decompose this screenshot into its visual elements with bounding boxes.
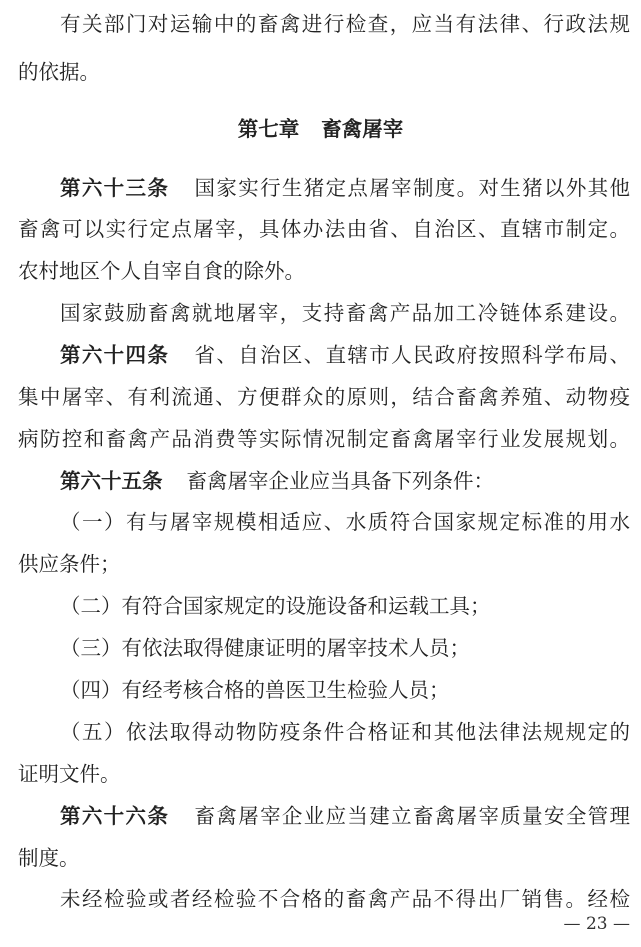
- article-64-line-2: 集中屠宰、有利流通、方便群众的原则，结合畜禽养殖、动物疫: [18, 385, 630, 409]
- article-65-item-5-line-1: （五）依法取得动物防疫条件合格证和其他法律法规规定的: [60, 720, 630, 744]
- chapter-title: 畜禽屠宰: [321, 117, 404, 141]
- article-63-line-3: 农村地区个人自宰自食的除外。: [18, 259, 305, 283]
- article-64-line-3: 病防控和畜禽产品消费等实际情况制定畜禽屠宰行业发展规划。: [18, 427, 630, 451]
- article-63-paragraph-2: 国家鼓励畜禽就地屠宰，支持畜禽产品加工冷链体系建设。: [60, 301, 630, 325]
- article-65-item-5-line-2: 证明文件。: [18, 762, 121, 786]
- article-65-item-2: （二）有符合国家规定的设施设备和运载工具；: [60, 594, 491, 618]
- article-66-first-line: [60, 800, 630, 832]
- article-64-first-line: [60, 339, 630, 371]
- article-65-item-4: （四）有经考核合格的兽医卫生检验人员；: [60, 678, 450, 702]
- article-63-line-2: 畜禽可以实行定点屠宰，具体办法由省、自治区、直辖市制定。: [18, 217, 630, 241]
- article-65-item-1-line-1: （一）有与屠宰规模相适应、水质符合国家规定标准的用水: [60, 510, 630, 534]
- paragraph-intro-line-2: 的依据。: [18, 60, 100, 84]
- article-63-first-line: [60, 172, 630, 204]
- article-65-item-3: （三）有依法取得健康证明的屠宰技术人员；: [60, 636, 470, 660]
- article-66-paragraph-2-line-1: 未经检验或者经检验不合格的畜禽产品不得出厂销售。经检: [60, 887, 630, 911]
- article-66-label: 第六十六条: [60, 804, 170, 828]
- article-65-item-1-line-2: 供应条件；: [18, 552, 121, 576]
- article-66-line-2: 制度。: [18, 846, 80, 870]
- chapter-heading: [0, 113, 641, 145]
- paragraph-intro-line-1: 有关部门对运输中的畜禽进行检查，应当有法律、行政法规: [60, 12, 630, 36]
- chapter-number: 第七章: [237, 117, 300, 141]
- article-63-text-1: 国家实行生猪定点屠宰制度。对生猪以外其他: [193, 176, 630, 200]
- article-65-text-1: 畜禽屠宰企业应当具备下列条件：: [186, 469, 494, 493]
- article-66-text-1: 畜禽屠宰企业应当建立畜禽屠宰质量安全管理: [193, 804, 630, 828]
- article-63-label: 第六十三条: [60, 176, 170, 200]
- article-65-first-line: [60, 465, 630, 497]
- article-64-text-1: 省、自治区、直辖市人民政府按照科学布局、: [193, 343, 630, 367]
- page-number: — 23 —: [563, 914, 630, 934]
- article-65-label: 第六十五条: [60, 469, 163, 493]
- article-64-label: 第六十四条: [60, 343, 170, 367]
